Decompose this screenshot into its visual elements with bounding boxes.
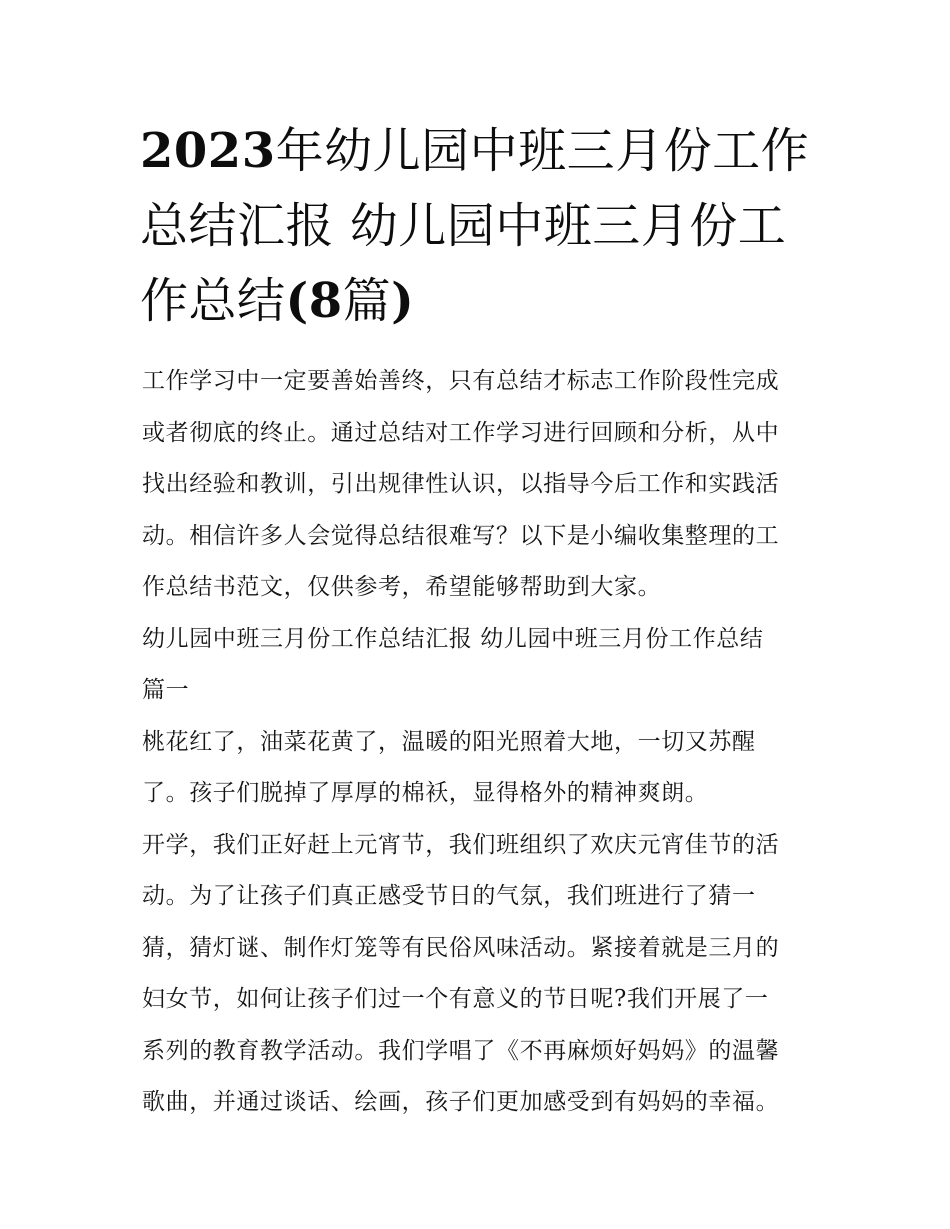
text-line: 找出经验和教训，引出规律性认识，以指导今后工作和实践活 (142, 471, 780, 497)
text-line: 系列的教育教学活动。我们学唱了《不再麻烦好妈妈》的温馨 (142, 1037, 780, 1064)
text-line: 工作学习中一定要善始善终，只有总结才标志工作阶段性完成 (142, 368, 780, 394)
text-line: 妇女节，如何让孩子们过一个有意义的节日呢?我们开展了一 (142, 986, 769, 1012)
document-title (140, 114, 820, 339)
title-line: 作总结(8篇) (140, 273, 415, 329)
text-line: 作总结书范文，仅供参考，希望能够帮助到大家。 (142, 574, 662, 600)
text-line: 猜，猜灯谜、制作灯笼等有民俗风味活动。紧接着就是三月的 (142, 934, 780, 961)
title-line: 总结汇报 幼儿园中班三月份工 (140, 198, 787, 254)
text-line: 或者彻底的终止。通过总结对工作学习进行回顾和分析，从中 (142, 419, 780, 446)
section-heading-line: 幼儿园中班三月份工作总结汇报 幼儿园中班三月份工作总结 (142, 625, 764, 652)
text-line: 歌曲，并通过谈话、绘画，孩子们更加感受到有妈妈的幸福。 (142, 1089, 780, 1115)
title-line: 2023年幼儿园中班三月份工作 (140, 123, 810, 179)
text-line: 桃花红了，油菜花黄了，温暖的阳光照着大地，一切又苏醒 (142, 728, 756, 755)
text-line: 了。孩子们脱掉了厚厚的棉袄，显得格外的精神爽朗。 (142, 780, 709, 806)
text-line: 动。相信许多人会觉得总结很难写？以下是小编收集整理的工 (142, 522, 780, 549)
document-body (142, 356, 822, 1129)
text-line: 开学，我们正好赶上元宵节，我们班组织了欢庆元宵佳节的活 (142, 831, 780, 858)
text-line: 动。为了让孩子们真正感受节日的气氛，我们班进行了猜一 (142, 883, 756, 909)
section-heading-line: 篇一 (142, 677, 190, 703)
